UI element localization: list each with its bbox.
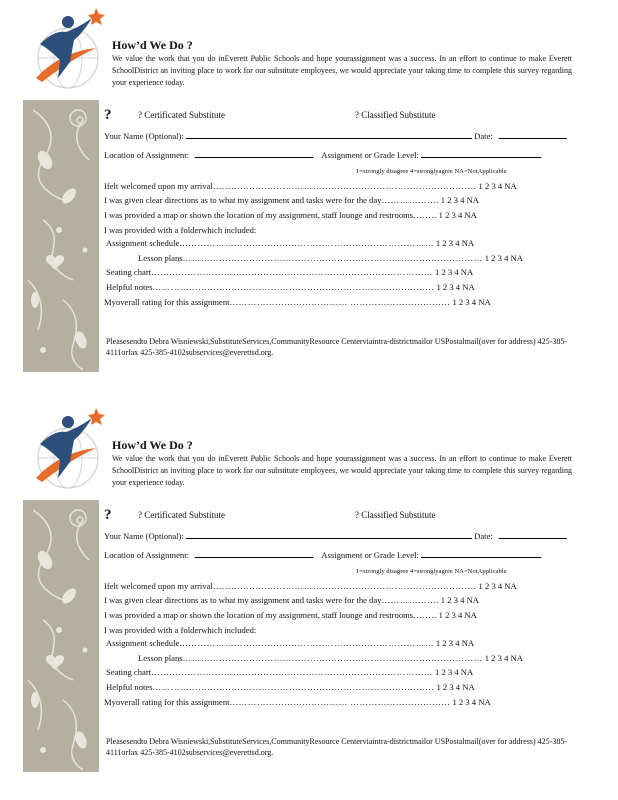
survey-item: Ifelt welcomed upon my arrival…………………………………………………………………………… 1 2 3 4 NA — [104, 181, 517, 191]
decorative-sidebar — [23, 500, 99, 772]
rating-scale[interactable]: 1 2 3 4 NA — [484, 653, 523, 663]
checkbox-glyph: ? — [104, 507, 112, 523]
rating-scale[interactable]: 1 2 3 4 NA — [440, 595, 479, 605]
survey-item: Ifelt welcomed upon my arrival…………………………………………………………………………… 1 2 3 4 NA — [104, 581, 517, 591]
date-label: Date: — [474, 531, 493, 541]
floral-pattern-icon — [23, 100, 99, 372]
rating-scale[interactable]: 1 2 3 4 NA — [478, 181, 517, 191]
sub-item: Assignment schedule………………………………………………………………………… 1 2 3 4 NA — [106, 638, 475, 648]
grade-field[interactable] — [421, 548, 541, 558]
date-label: Date: — [474, 131, 493, 141]
survey-form — [0, 0, 618, 372]
certificated-option[interactable]: ? Certificated Substitute — [138, 110, 225, 120]
return-instructions: Pleasesendto Debra Wisniewski,SubstituteServices,CommunityResource Centerviaintra-districtmailor USPostalmail(over for address) 425-385-4111orfax 425-385-4102subservices@everettsd.org. — [106, 337, 567, 357]
rating-scale[interactable]: 1 2 3 4 NA — [478, 581, 517, 591]
name-label: Your Name (Optional): — [104, 131, 184, 141]
survey-item: I was given clear directions as to what my assignment and tasks were for the day………………. 1 2 3 4 NA — [104, 595, 479, 605]
certificated-option[interactable]: ? Certificated Substitute — [138, 510, 225, 520]
rating-scale[interactable]: 1 2 3 4 NA — [438, 610, 477, 620]
survey-title: How’d We Do ? — [112, 438, 193, 452]
intro-paragraph: We value the work that you do inEverett Public Schools and hope yourassignment was a success. In an effort to continue to make Everett SchoolDistrict an inviting place to work for our substitute employees, we would appreciate your taking time to complete this survey regarding your experience today. — [112, 54, 572, 87]
name-row — [104, 529, 567, 541]
survey-item: I was provided with a folderwhich included: — [104, 225, 257, 235]
logo-icon — [30, 400, 110, 492]
decorative-sidebar — [23, 100, 99, 372]
location-row — [104, 148, 541, 160]
return-instructions: Pleasesendto Debra Wisniewski,SubstituteServices,CommunityResource Centerviaintra-districtmailor USPostalmail(over for address) 425-385-4111orfax 425-385-4102subservices@everettsd.org. — [106, 737, 567, 757]
name-field[interactable] — [186, 129, 472, 139]
rating-scale[interactable]: 1 2 3 4 NA — [438, 210, 477, 220]
classified-option[interactable]: ? Classified Substitute — [355, 510, 436, 520]
sub-item: Assignment schedule………………………………………………………………………… 1 2 3 4 NA — [106, 238, 475, 248]
location-field[interactable] — [195, 148, 313, 158]
sub-item: Lesson plans……………………………………………………………………………………… 1 2 3 4 NA — [138, 253, 523, 263]
location-row — [104, 548, 541, 560]
rating-scale[interactable]: 1 2 3 4 NA — [436, 282, 475, 292]
sub-item: Seating chart………………………………………………………………………………… 1 2 3 4 NA — [106, 267, 474, 277]
location-field[interactable] — [195, 548, 313, 558]
date-field[interactable] — [499, 529, 567, 539]
overall-rating: Myoverall rating for this assignment………………………………… …………………………… 1 2 3 4 NA — [104, 297, 491, 307]
rating-scale[interactable]: 1 2 3 4 NA — [435, 638, 475, 648]
sub-item: Helpful notes………………………………………………………………………………… 1 2 3 4 NA — [106, 682, 475, 692]
survey-title: How’d We Do ? — [112, 38, 193, 52]
logo-icon — [30, 0, 110, 92]
rating-scale[interactable]: 1 2 3 4 NA — [435, 238, 475, 248]
survey-item: I was provided a map or shown the location of my assignment, staff lounge and restrooms…….. 1 2 3 4 NA — [104, 610, 477, 620]
floral-pattern-icon — [23, 500, 99, 772]
grade-field[interactable] — [421, 148, 541, 158]
survey-item: I was provided with a folderwhich included: — [104, 625, 257, 635]
name-row — [104, 129, 567, 141]
survey-item: I was provided a map or shown the location of my assignment, staff lounge and restrooms…….. 1 2 3 4 NA — [104, 210, 477, 220]
location-label: Location of Assignment: — [104, 150, 189, 160]
rating-scale[interactable]: 1 2 3 4 NA — [484, 253, 523, 263]
intro-paragraph: We value the work that you do inEverett Public Schools and hope yourassignment was a success. In an effort to continue to make Everett SchoolDistrict an inviting place to work for our substitute employees, we would appreciate your taking time to complete this survey regarding your experience today. — [112, 454, 572, 487]
scale-legend: 1=strongly disagree 4=stronglyagree NA=NotApplicable — [356, 568, 507, 575]
rating-scale[interactable]: 1 2 3 4 NA — [452, 697, 491, 707]
sub-item: Lesson plans……………………………………………………………………………………… 1 2 3 4 NA — [138, 653, 523, 663]
checkbox-glyph: ? — [104, 107, 112, 123]
scale-legend: 1=strongly disagree 4=stronglyagree NA=NotApplicable — [356, 168, 507, 175]
survey-form — [0, 400, 618, 772]
rating-scale[interactable]: 1 2 3 4 NA — [435, 667, 474, 677]
grade-label: Assignment or Grade Level: — [321, 150, 419, 160]
rating-scale[interactable]: 1 2 3 4 NA — [440, 195, 479, 205]
rating-scale[interactable]: 1 2 3 4 NA — [452, 297, 491, 307]
sub-item: Seating chart………………………………………………………………………………… 1 2 3 4 NA — [106, 667, 474, 677]
name-label: Your Name (Optional): — [104, 531, 184, 541]
survey-item: I was given clear directions as to what my assignment and tasks were for the day………………. 1 2 3 4 NA — [104, 195, 479, 205]
classified-option[interactable]: ? Classified Substitute — [355, 110, 436, 120]
sub-item: Helpful notes………………………………………………………………………………… 1 2 3 4 NA — [106, 282, 475, 292]
overall-rating: Myoverall rating for this assignment………………………………… …………………………… 1 2 3 4 NA — [104, 697, 491, 707]
grade-label: Assignment or Grade Level: — [321, 550, 419, 560]
name-field[interactable] — [186, 529, 472, 539]
date-field[interactable] — [499, 129, 567, 139]
location-label: Location of Assignment: — [104, 550, 189, 560]
rating-scale[interactable]: 1 2 3 4 NA — [435, 267, 474, 277]
rating-scale[interactable]: 1 2 3 4 NA — [436, 682, 475, 692]
